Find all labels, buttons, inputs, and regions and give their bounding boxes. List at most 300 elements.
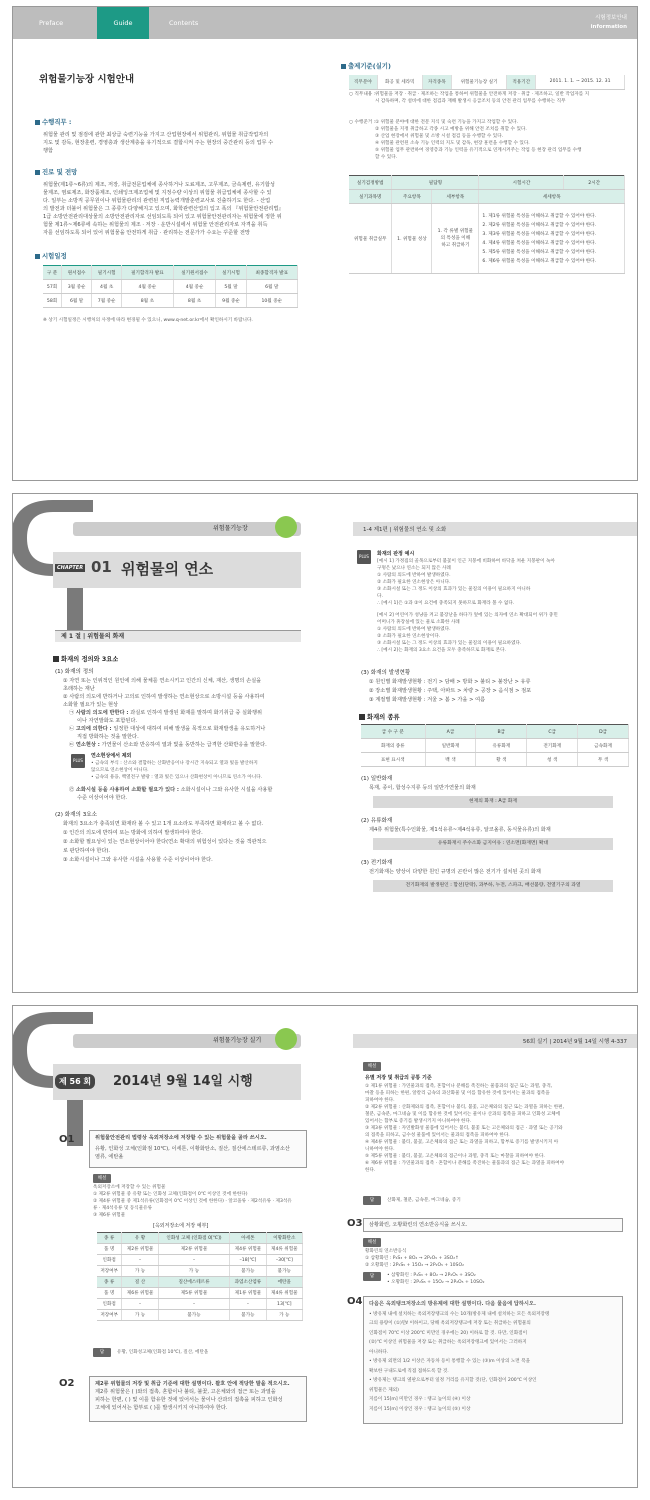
- performance-line: ⑤ 위험물 업무 관련하여 경영층과 기능 인력을 유기적으로 연계시켜주는 작업 등 현장 관리 업무를 수행: [375, 148, 582, 153]
- q1-table-cell: 품 명: [97, 1244, 122, 1255]
- q2-text: [95, 1380, 305, 1412]
- schedule-cell: 9월 중순: [216, 294, 246, 308]
- h-definition: (1) 화재의 정의: [55, 669, 94, 675]
- q1-text: [95, 1134, 305, 1161]
- definition-text: [63, 677, 303, 709]
- q1-table-title: [옥외저장소에 저장 예부]: [153, 1223, 209, 1229]
- three-elements-line: ② 소화할 필요성이 있는 연소현상이어야 한다(연소 확대의 위험성이 있다는 것을 객관적으: [63, 839, 267, 845]
- schedule-row: [43, 280, 298, 294]
- schedule-row: [43, 294, 298, 308]
- electric-fire-text: 전기화재는 양상이 다양한 원인 규명의 곤란이 많은 전기가 설치된 곳의 화재: [369, 869, 541, 875]
- example-line: ① 사람의 의도에 반하여 발생하였다.: [377, 627, 451, 632]
- q1-table-cell: 품 명: [97, 1288, 122, 1299]
- q4-line: 다음은 옥외탱크저장소의 방유제에 대한 설명이다. 다음 물음에 답하시오.: [369, 1301, 536, 1307]
- criteria-detail-cell: 세세항목: [479, 190, 625, 204]
- q1-table-row: [97, 1310, 303, 1321]
- q1-line: 유황, 인화성 고체(인화점 10℃), 이세톤, 이황화탄소, 질산, 질산에스테르류, 과염소산: [95, 1146, 290, 1152]
- q1-answer: 유황, 인화성고체(인화점 10℃), 질산, 에탄올: [117, 1350, 209, 1355]
- three-elements-line: ① 인간의 의도에 반하여 또는 방화에 의하여 발생하여야 한다.: [63, 830, 203, 836]
- q2-solution-line: ⑤ 제5류 위험물 : 불티, 불꽃, 고온체와의 접근이나 과열, 충격 또는 마찰을 피하여야 한다.: [365, 1154, 545, 1159]
- schedule-cell: 필기시험: [92, 266, 122, 280]
- fire-type-cell: 일반화재: [425, 739, 476, 753]
- q2-solution-line: 철분, 금속분, 마그네슘 및 이를 함유한 것에 있어서는 물이나 산과의 접촉을 피하고 인화성 고체에: [365, 1112, 560, 1117]
- criteria-detail-cell: 실기검정방법: [349, 176, 392, 190]
- three-elements-line: ③ 소화시설이나 그와 유사한 시설을 사용할 수준 이상이어야 한다.: [63, 857, 213, 863]
- fire-type-cell: 화재의 종류: [361, 739, 425, 753]
- q1-table-cell: –: [158, 1299, 229, 1310]
- q2-solution-title: 유별 저장 및 취급의 공통 기준: [365, 1075, 432, 1081]
- three-elements-line: 화재의 3요소가 충족되면 화재라 볼 수 있고 1개 요소라도 부족하면 화재라고 볼 수 없다.: [63, 821, 264, 827]
- nav-guide[interactable]: Guide: [97, 7, 149, 39]
- q3-solution-line: ② 오황화린 : 2P₂S₅ + 15O₂ → 2P₂O₅ + 10SO₂: [365, 1263, 464, 1268]
- q1-table-cell: 인화점: [97, 1255, 122, 1266]
- q1-solution-line: ③ 제6류 위험물: [93, 1213, 126, 1218]
- fire-type-cell: 무 색: [578, 753, 629, 767]
- schedule-cell: 3월 중순: [62, 280, 92, 294]
- fire-type-cell: C급: [527, 725, 578, 739]
- fire-type-cell: D급: [578, 725, 629, 739]
- q1-table-cell: 불가능: [230, 1266, 266, 1277]
- q2-number: O2: [59, 1378, 75, 1389]
- q1-line: 위험물안전관리 법령상 옥외저장소에 저장할 수 있는 위험물을 골라 쓰시오.: [95, 1135, 267, 1141]
- q1-table-cell: 제1류 위험물: [230, 1288, 266, 1299]
- plus-one-icon: PLUS: [357, 550, 371, 564]
- q1-table-row: [97, 1255, 303, 1266]
- fire-type-cell: 금속화재: [578, 739, 629, 753]
- schedule-cell: 실기원서접수: [173, 266, 216, 280]
- q1-table-cell: 유 황: [122, 1233, 158, 1244]
- example-line: ① 사람의 의도에 반하여 발생하였다.: [377, 573, 451, 578]
- criteria-detail-table: [349, 175, 625, 274]
- criteria-header-table: [349, 75, 625, 90]
- criteria-head-row: [349, 75, 625, 89]
- running-header-left: 위험물기능장: [213, 525, 248, 532]
- plus-note-line: • 금속의 용융, 백열전구 발광 : 열과 빛은 있으나 산화현상이 아니므로 연소가 아니다.: [91, 775, 263, 780]
- duty-text: [43, 131, 293, 155]
- q1-table-row: [97, 1299, 303, 1310]
- example-line: ∴ [예시 2]는 화재의 3요소 요건을 모두 충족하므로 화재로 본다.: [377, 648, 507, 653]
- occurrence-line: ③ 계절별 화재발생현황 : 겨울 > 봄 > 가을 > 여름: [369, 697, 486, 703]
- duty-line: 행함: [43, 148, 54, 154]
- schedule-cell: 6월 말: [246, 280, 297, 294]
- section-label: 제 1 절 | 위험물의 화재: [61, 633, 125, 640]
- running-header-right: 1-4 제1편 | 위험물의 연소 및 소화: [363, 527, 447, 533]
- q4-line: 위험물은 제외): [369, 1387, 399, 1393]
- schedule-note: ※ 상기 시험일정은 시행처의 사정에 따라 변경될 수 있으니, www.q-net.or.kr에서 확인하시기 바랍니다.: [43, 318, 253, 323]
- q1-table-cell: 불가능: [158, 1310, 229, 1321]
- fire-types-table: [361, 724, 629, 767]
- fire-type-cell: 청 색: [527, 753, 578, 767]
- q1-table-cell: –: [122, 1299, 158, 1310]
- criteria-detail-cell: 세부항목: [432, 190, 479, 204]
- occurrence-list: [369, 678, 629, 705]
- top-nav: [13, 7, 637, 39]
- q1-table-cell: –: [158, 1255, 229, 1266]
- schedule-cell: 구 분: [43, 266, 62, 280]
- h-electric-fire: (3) 전기화재: [361, 860, 393, 866]
- criteria-detail-cell: 위험물 취급실무: [349, 204, 392, 274]
- oil-fire-text: 제4류 위험물(특수인화물, 제1석유류~제4석유류, 알코올류, 동식물유류)의 화재: [369, 827, 551, 833]
- h-three-elements: (2) 화재의 3요소: [55, 812, 98, 818]
- q1-table-cell: 제4류 위험물: [266, 1288, 302, 1299]
- fire-type-cell: 전기화재: [527, 739, 578, 753]
- guide-page: [12, 6, 638, 481]
- header-bar: [73, 522, 301, 536]
- criteria-detail-cell: 1. 각 류별 위험물 의 특성을 이해 하고 취급하기: [432, 204, 479, 274]
- q2-line: 고체에 있어서는 함부로 ( )를 발생시키지 아니하여야 한다.: [95, 1405, 228, 1411]
- nav-contents[interactable]: Contents: [169, 19, 199, 27]
- q1-solution-line: ② 제4류 위험물 중 제1석유류(인화점이 0℃ 이상인 것에 한한다) · 알코올류 · 제2석유류 · 제3석유: [93, 1199, 292, 1204]
- definition-subitem: 이나 자연발화도 포함된다.: [77, 718, 138, 724]
- q4-line: • 방유제 외면의 1/2 이상은 자동차 등이 통행할 수 있는 (③)m 이상의 노면 폭을: [369, 1359, 531, 1364]
- example-line: ∴ [예시 1]은 ①과 ②이 요건에 충족되지 못하므로 화재라 볼 수 없다.: [377, 601, 515, 606]
- bullet-icon: [35, 254, 40, 259]
- example-line: [예시 1] 가정집의 골목으로부터 불꽃이 인근 지붕에 비화하여 바닥을 쳐운 지붕판이 녹아: [377, 559, 555, 564]
- q1-solution-line: 옥외저장소에 저장할 수 있는 위험물: [93, 1185, 166, 1190]
- section-number-icon: [53, 656, 59, 662]
- q3-answer-tag: 답: [363, 1272, 381, 1281]
- definition-subitems: [69, 709, 305, 749]
- q1-table-row: [97, 1233, 303, 1244]
- mascot-icon: [275, 516, 297, 538]
- schedule-row: [43, 266, 298, 280]
- fire-type-cell: B급: [476, 725, 527, 739]
- q4-line: • 방유제는 탱크의 옆판으로부터 일정 거리를 유지할 것(단, 인화점이 200℃ 이상인: [369, 1378, 537, 1383]
- three-elements-line: 로 판단하여야 한다).: [63, 848, 111, 854]
- duty-content-line: 시 감독하며, 각 설비에 대한 점검과 재해 발생시 응급조치 등의 안전 관리 업무를 수행하는 직무: [375, 99, 566, 104]
- q1-solution-tag: 해설: [93, 1174, 111, 1183]
- definition-subitem: ㉡ 고의에 의한다 : 일정한 대상에 대하여 피해 발생을 목적으로 화재발생을 유도하거나: [69, 726, 266, 732]
- q1-table-cell: 제4류 위험물: [266, 1244, 302, 1255]
- q1-table-cell: –: [122, 1255, 158, 1266]
- q2-line: 제2류 위험물의 저장 및 취급 기준에 대한 설명이다. 괄호 안에 적당한 말을 적으시오.: [95, 1381, 290, 1387]
- q1-table-row: [97, 1244, 303, 1255]
- duty-heading: 수행직무 :: [35, 117, 71, 126]
- criteria-head-cell: 화공 및 세라믹: [377, 75, 422, 89]
- q2-solution-tag: 해설: [363, 1062, 381, 1071]
- example-line: ② 소화가 필요한 연소현상은 아니다.: [377, 580, 451, 585]
- session-title: 2014년 9월 14일 시행: [113, 1074, 253, 1089]
- page-title: 위험물기능장 시험안내: [39, 74, 135, 85]
- q3-answer-line: • 삼황화린 : P₄S₃ + 8O₂ → 2P₂O₅ + 3SO₂: [387, 1273, 476, 1278]
- performance-line: ① 위험물 분야에 대한 전문 지식 및 숙련 기능을 가지고 작업할 수 있다.: [375, 120, 518, 125]
- fire-type-cell: 백 색: [425, 753, 476, 767]
- criteria-detail-cell: 시험시간: [479, 176, 564, 190]
- fire-type-cell: 유류화재: [476, 739, 527, 753]
- career-line: 1급 소방안전관리대상물의 소방안전관리자로 선임되도록 되어 있고 위험물안전관리자는 위험물에 정한 위: [43, 214, 282, 220]
- occurrence-line: ② 장소별 화재발생현황 : 주택, 아파트 > 차량 > 공장 > 음식점 > 점포: [369, 688, 532, 694]
- q1-table-cell: 질 산: [122, 1277, 158, 1288]
- q4-line: 인화점이 70℃ 이상 200℃ 미만인 경우에는 20) 이하로 할 것. 다만, 인화점이: [369, 1330, 528, 1336]
- nav-info-ko: 시험정보안내: [595, 15, 627, 21]
- q1-table-cell: 가 능: [122, 1266, 158, 1277]
- criteria-detail-cell: 주요항목: [392, 190, 432, 204]
- fire-type-cell: 표현 표시색: [361, 753, 425, 767]
- schedule-cell: 4월 중순: [173, 280, 216, 294]
- fire-type-row: [361, 739, 629, 753]
- q3-solution-line: 황화린의 연소반응식: [365, 1249, 407, 1254]
- definition-line: 초래하는 재난: [63, 686, 95, 692]
- q1-table-cell: 저장여부: [97, 1266, 122, 1277]
- example-line: ③ 소화시설 또는 그 정도 이상의 효과가 있는 물질의 이용이 필요하지 아니하: [377, 587, 531, 592]
- q1-table-cell: 질산에스테르류: [158, 1277, 229, 1288]
- h-fire-types: 화재의 종류: [359, 712, 400, 721]
- h-general-fire: (1) 일반화재: [361, 776, 393, 782]
- header-bar: [73, 1034, 301, 1048]
- q1-answer-tag: 답: [93, 1348, 111, 1357]
- schedule-cell: 8월 초: [173, 294, 216, 308]
- performance-label: ○ 수행준거 :: [349, 120, 376, 125]
- electric-fire-box: 전기화재의 발생원인 : 합선(단락), 과부하, 누전, 스파크, 배선불량, 전열기구의 과열: [373, 880, 613, 892]
- duty-content: [375, 91, 625, 105]
- duty-content-line: 위험물을 저장 · 취급 · 제조하는 작업을 통하여 위험물을 안전하게 저장 · 취급 · 제조하고, 일반 작업자를 지: [375, 92, 590, 97]
- performance-line: 할 수 있다.: [375, 155, 398, 160]
- criteria-detail-cell: 1. 위험물 성상: [392, 204, 432, 274]
- career-line: 험물 제1류~제6류에 속하는 위험물의 제조 · 저장 · 운반시설에서 위험물 안전관리자로 자격을 취득: [43, 222, 268, 228]
- q1-table-cell: 불가능: [230, 1310, 266, 1321]
- chapter-label: CHAPTER: [57, 565, 84, 571]
- chapter-page: [12, 493, 638, 993]
- schedule-cell: 실기시험: [216, 266, 246, 280]
- q4-line: 크의 용량이 (①)만ℓ 이하이고, 당해 옥외저장탱크에 저장 또는 취급하는 위험물의: [369, 1321, 531, 1326]
- schedule-cell: 필기합격자 발표: [122, 266, 173, 280]
- q2-solution-line: 니하여야 한다.: [365, 1147, 395, 1152]
- q1-table-cell: 제2류 위험물: [122, 1244, 158, 1255]
- q1-solution: [93, 1184, 307, 1219]
- fire-type-cell: A급: [425, 725, 476, 739]
- three-elements-text: [63, 820, 303, 865]
- judgement-example-1: [377, 558, 627, 607]
- career-line: 다. 일부는 소방직 공무원이나 위험물관리의 관련된 직업능력개발훈련교사로 진출하기도 한다. - 산업: [43, 198, 271, 204]
- q3-number: O3: [347, 1218, 363, 1229]
- q1-table-row: [97, 1277, 303, 1288]
- q1-table-cell: –18[℃]: [230, 1255, 266, 1266]
- career-heading: 진로 및 전망: [35, 167, 77, 176]
- h-oil-fire: (2) 유류화재: [361, 818, 393, 824]
- mascot-icon: [275, 1028, 297, 1050]
- q4-text: [369, 1300, 619, 1414]
- section-number-icon: [359, 714, 365, 720]
- q4-line: 지름이 15[m] 미만인 경우 : 탱크 높이의 (④) 이상: [369, 1397, 471, 1402]
- q2-solution-line: 한다.: [365, 1168, 376, 1173]
- schedule-cell: 4월 초: [92, 280, 122, 294]
- q1-table-cell: 종 류: [97, 1233, 122, 1244]
- definition-line: 소화할 필요가 있는 현상: [63, 702, 119, 708]
- q4-line: • 방유제 내에 설치하는 옥외저장탱크의 수는 10개(방유제 내에 설치하는 모든 옥외저장탱: [369, 1311, 550, 1317]
- criteria-heading: 출제기준(실기): [341, 61, 391, 70]
- q1-table-cell: 과염소산염류: [230, 1277, 266, 1288]
- q1-table-cell: 제4류 위험물: [230, 1244, 266, 1255]
- schedule-cell: 58회: [43, 294, 62, 308]
- q3-text: 삼황화린, 오황화린의 연소반응식을 쓰시오.: [369, 1222, 468, 1228]
- schedule-cell: 5월 말: [216, 280, 246, 294]
- q1-table-cell: 이황화탄소: [266, 1233, 302, 1244]
- chapter-number: 01: [91, 558, 112, 576]
- q3-answer: [387, 1272, 617, 1286]
- schedule-cell: 4월 중순: [122, 280, 173, 294]
- q2-solution-line: ② 제2류 위험물 : 산화제와의 접촉, 혼합이나 불티, 불꽃, 고온체와의 접근 또는 과열을 피하는 한편,: [365, 1105, 565, 1110]
- fire-type-cell: 급 수 구 분: [361, 725, 425, 739]
- q1-line: 염류, 에탄올: [95, 1154, 124, 1160]
- criteria-detail-cell: 실기과목명: [349, 190, 392, 204]
- example-line: 어머니가 휴장실에 있는 물로 소화한 사례: [377, 620, 460, 625]
- q1-solution-line: 류 · 제4석유류 및 동식물유류: [93, 1206, 153, 1211]
- q1-table-row: [97, 1288, 303, 1299]
- q1-table-cell: 가 능: [158, 1266, 229, 1277]
- performance-criteria: [375, 119, 625, 161]
- definition-subitem: 직접 방화하는 것을 말한다.: [77, 734, 139, 740]
- q4-line: 지름이 15[m] 이상인 경우 : 탱크 높이의 (⑤) 이상: [369, 1406, 471, 1412]
- criteria-detail-row: [349, 190, 625, 204]
- subitem-line: ㉣ 소화시설 등을 사용하여 소화할 필요가 있다 : 소화시설이나 그와 유사한 시설을 사용할: [69, 787, 273, 793]
- schedule-cell: 6월 말: [62, 294, 92, 308]
- q1-table-cell: 인화성 고체 (인화점 0[℃]): [158, 1233, 229, 1244]
- q1-table-cell: 저장여부: [97, 1310, 122, 1321]
- fire-type-cell: 황 색: [476, 753, 527, 767]
- q2-solution-line: ① 제1류 위험물 : 가연물과의 접촉, 혼합이나 분해를 촉진하는 물품과의 접근 또는 과열, 충격,: [365, 1084, 553, 1089]
- q2-solution: [365, 1083, 627, 1174]
- criteria-head-cell: 적용기간: [507, 75, 536, 89]
- general-fire-box: 현재의 화재 : A급 화재: [373, 796, 613, 808]
- q1-table-cell: –: [230, 1299, 266, 1310]
- q2-solution-line: 마찰 등을 피하는 한편, 알칼리 금속의 과산화물 및 이를 함유한 것에 있어서는 물과의 접촉을: [365, 1091, 550, 1096]
- duty-line: 지도 및 감독, 현장훈련, 경영층과 생산계층을 유기적으로 결합시켜 주는 현장의 중간관리 등의 업무 수: [43, 140, 274, 146]
- fire-type-row: [361, 725, 629, 739]
- q2-solution-line: 의 접촉을 피하고, 금수성 물품에 있어서는 물과의 접촉을 피하여야 한다.: [365, 1133, 510, 1138]
- exam-page: [12, 1005, 638, 1488]
- judgement-title: 화재의 판정 예시: [377, 551, 415, 557]
- plus-one-icon: PLUS: [71, 754, 85, 768]
- q1-table-cell: 인화점: [97, 1299, 122, 1310]
- q4-line: 아니하다.: [369, 1349, 389, 1355]
- schedule-cell: 57회: [43, 280, 62, 294]
- plus-note-text: [91, 760, 301, 781]
- performance-line: ③ 산업 현장에서 위험물 및 소방 시설 점검 등을 수행할 수 있다.: [375, 134, 504, 139]
- q4-number: O4: [347, 1296, 363, 1307]
- criteria-head-cell: 위험물기능장 실기: [451, 75, 507, 89]
- example-line: [예시 2] 어린이가 성냥을 켜고 불장난을 하다가 엎에 있는 의자에 연소 확대되어 위가 충민: [377, 613, 558, 618]
- q2-answer: 산화제, 철분, 금속분, 마그네슘, 증기: [387, 1198, 461, 1203]
- criteria-detail-row: [349, 176, 625, 190]
- criteria-head-cell: 직무분야: [349, 75, 377, 89]
- chapter-title: 위험물의 연소: [121, 560, 214, 578]
- q3-solution: [365, 1248, 625, 1269]
- h-occurrence: (3) 화재의 발생현황: [361, 670, 411, 676]
- example-line: ③ 소화시설 또는 그 정도 이상의 효과가 있는 물질의 이용이 필요하였다.: [377, 641, 522, 646]
- performance-line: ② 위험물을 지정 취급하고 각종 시고 예방을 위해 안전 조치를 취할 수 있다.: [375, 127, 527, 132]
- q1-solution-line: ① 제2류 위험물 중 유황 또는 인화성 고체(인화점이 0℃ 이상인 것에 한한다): [93, 1192, 248, 1197]
- q1-table-cell: 종 류: [97, 1277, 122, 1288]
- plus-note-line: 않으므로 연소현상이 아니다.: [91, 768, 149, 773]
- schedule-cell: 8월 초: [122, 294, 173, 308]
- career-line: 자를 선임하도록 되어 있어 위험물을 안전하게 취급 · 관리하는 전문가가 수요는 꾸준할 전망: [43, 230, 250, 236]
- q3-solution-tag: 해설: [363, 1238, 381, 1247]
- definition-subitem: ㉠ 사람의 의도에 반한다 : 과실로 인하여 발생된 화재를 말하며 화기취급 중 실화행위: [69, 710, 263, 716]
- q3-answer-line: • 오황화린 : 2P₂S₅ + 15O₂ → 2P₂O₅ + 10SO₂: [387, 1280, 485, 1285]
- definition-subitem-4: [69, 786, 305, 802]
- criteria-head-cell: 2011. 1. 1. ~ 2015. 12. 31: [536, 75, 625, 89]
- schedule-heading: 시험일정: [35, 251, 67, 260]
- duty-content-label: ○ 직무내용 :: [349, 92, 376, 97]
- schedule-cell: 7월 중순: [92, 294, 122, 308]
- q1-table-row: [97, 1266, 303, 1277]
- q1-table-cell: 불가능: [266, 1266, 302, 1277]
- career-line: 의 발전과 더불어 위험물은 그 종류가 다양해지고 있으며, 화학관련산업의 입고 폭의 『위험물안전관리법』: [43, 206, 284, 212]
- nav-info-en: information: [590, 24, 627, 30]
- example-line: 다.: [377, 594, 383, 599]
- occurrence-line: ① 원인별 화재발생현황 : 전기 > 담배 > 방화 > 불티 > 불장난 > 유류: [369, 679, 531, 685]
- running-header-left: 위험물기능장 실기: [213, 1037, 262, 1044]
- criteria-detail-row: [349, 204, 625, 274]
- example-line: ② 소화가 필요한 연소현상이다.: [377, 634, 441, 639]
- career-text: [43, 181, 298, 237]
- subitem-line: 수준 이상이어야 한다.: [77, 795, 128, 801]
- criteria-head-cell: 자격종목: [422, 75, 451, 89]
- q1-table-cell: 아세톤: [230, 1233, 266, 1244]
- definition-subitem: ㉢ 연소현상 : 가연물이 산소와 반응하여 열과 빛을 동반하는 급격한 산화반응을 말한다.: [69, 742, 267, 748]
- q2-solution-line: 피하여야 한다.: [365, 1098, 395, 1103]
- q4-line: 확보한 구내도로에 직접 접하도록 할 것.: [369, 1368, 449, 1374]
- criteria-detail-cell: 1. 제1류 위험물 특성을 이해하고 취급할 수 있어야 한다. 2. 제2류 위험물 특성을 이해하고 취급할 수 있어야 한다. 3. 제3류 위험물 특성을 이해하고 취급할 수 있어야 한다. 4. 제4류 위험물 특성을 이해하고 취급할 수 있어야 한다. 5. 제5류 위험물 특성을 이해하고 취급할 수 있어야 한다. 6. 제6류 위험물 특성을 이해하고 취급할 수 있어야 한다.: [479, 204, 625, 274]
- q2-line: 제2류 위험물은 ( )와의 접촉, 혼합이나 불티, 불꽃, 고온체와의 접근 또는 과열을: [95, 1389, 276, 1395]
- h-fire-definition: 화재의 정의와 3요소: [53, 654, 118, 663]
- performance-line: ④ 위험물 관련된 소속 기능 인력의 지도 및 감독, 현장 훈련을 수행할 수 있다.: [375, 141, 530, 146]
- q1-number: O1: [59, 1134, 75, 1145]
- q2-answer-tag: 답: [363, 1196, 381, 1205]
- career-line: 위험물(제1류~6류)의 제조, 저장, 취급전문업체에 종사하거나 도료제조, 고무제조, 금속제련, 유기합성: [43, 182, 275, 188]
- bullet-icon: [35, 120, 40, 125]
- bullet-icon: [35, 170, 40, 175]
- session-badge: 제 56 회: [55, 1074, 95, 1089]
- q1-table-cell: 제2류 위험물: [158, 1244, 229, 1255]
- q2-solution-line: ⑥ 제6류 위험물 : 가연물과의 접촉 · 혼합이나 분해를 촉진하는 물품과의 접근 또는 과열을 피하여야: [365, 1161, 565, 1166]
- q2-solution-line: 있어서는 함부로 증기를 발생시키지 아니하여야 한다.: [365, 1119, 472, 1124]
- career-line: 물제조, 염료제조, 화장품제조, 인쇄잉크제조업체 및 지정수량 이상의 위험물 취급업체에 종사할 수 있: [43, 190, 272, 196]
- q1-table-cell: 제6류 위험물: [122, 1288, 158, 1299]
- q1-table-cell: 에탄올: [266, 1277, 302, 1288]
- q2-solution-line: ③ 제3류 위험물 : 자연발화성 물품에 있어서는 불티, 불꽃 또는 고온체와의 접근 · 과열 또는 공기와: [365, 1126, 563, 1131]
- schedule-cell: 10월 중순: [246, 294, 297, 308]
- example-line: 구멍은 났으나 연소는 되지 않은 사례: [377, 566, 451, 571]
- duty-line: 위험물 관리 및 점검에 관한 최상급 숙련기능을 가지고 산업현장에서 위험관리, 위험물 취급작업자의: [43, 132, 269, 138]
- definition-line: ① 자연 또는 인위적인 원인에 의해 물체를 연소시키고 인간의 신체, 재산, 생명의 손실을: [63, 678, 262, 684]
- fire-type-row: [361, 753, 629, 767]
- q1-table-cell: 가 능: [266, 1310, 302, 1321]
- general-fire-text: 목재, 종이, 합성수지류 등의 일반가연물의 화재: [369, 785, 476, 791]
- nav-preface[interactable]: Preface: [39, 19, 64, 27]
- schedule-cell: 최종합격자 발표: [246, 266, 297, 280]
- bullet-icon: [341, 64, 346, 69]
- q1-table-cell: –30[℃]: [266, 1255, 302, 1266]
- q2-line: 피하는 한편, ( ) 및 이를 함유한 것에 있어서는 물이나 산과의 접촉을 피하고 인화성: [95, 1397, 283, 1403]
- running-header-right: 56회 실기 | 2014년 9월 14일 시행 4-337: [522, 1039, 627, 1045]
- criteria-detail-cell: 필답형: [392, 176, 479, 190]
- judgement-example-2: [377, 612, 627, 654]
- definition-line: ② 사람의 의도에 반하거나 고의로 인하여 발생하는 연소현상으로 소방시설 등을 사용하여: [63, 694, 265, 700]
- schedule-cell: 원서접수: [62, 266, 92, 280]
- schedule-table: [43, 265, 298, 308]
- criteria-detail-cell: 2시간: [564, 176, 625, 190]
- q3-solution-line: ① 삼황화린 : P₄S₃ + 8O₂ → 2P₂O₅ + 3SO₂↑: [365, 1256, 459, 1261]
- q1-table-cell: 가 능: [122, 1310, 158, 1321]
- q2-solution-line: ④ 제4류 위험물 : 불티, 불꽃, 고온체와의 접근 또는 과열을 피하고, 함부로 증기를 발생시키지 아: [365, 1140, 559, 1145]
- oil-fire-box: 유류화재시 주수소화 금지이유 : 연소면(화재면) 확대: [373, 838, 613, 850]
- q4-line: (②)℃ 이상인 위험물을 저장 또는 취급하는 옥외저장탱크에 있어서는 그러하지: [369, 1340, 527, 1345]
- plus-note-title: 연소현상에서 제외: [91, 753, 132, 759]
- q1-table-cell: 제5류 위험물: [158, 1288, 229, 1299]
- q1-table-cell: 13[℃]: [266, 1299, 302, 1310]
- q1-table: [97, 1232, 303, 1321]
